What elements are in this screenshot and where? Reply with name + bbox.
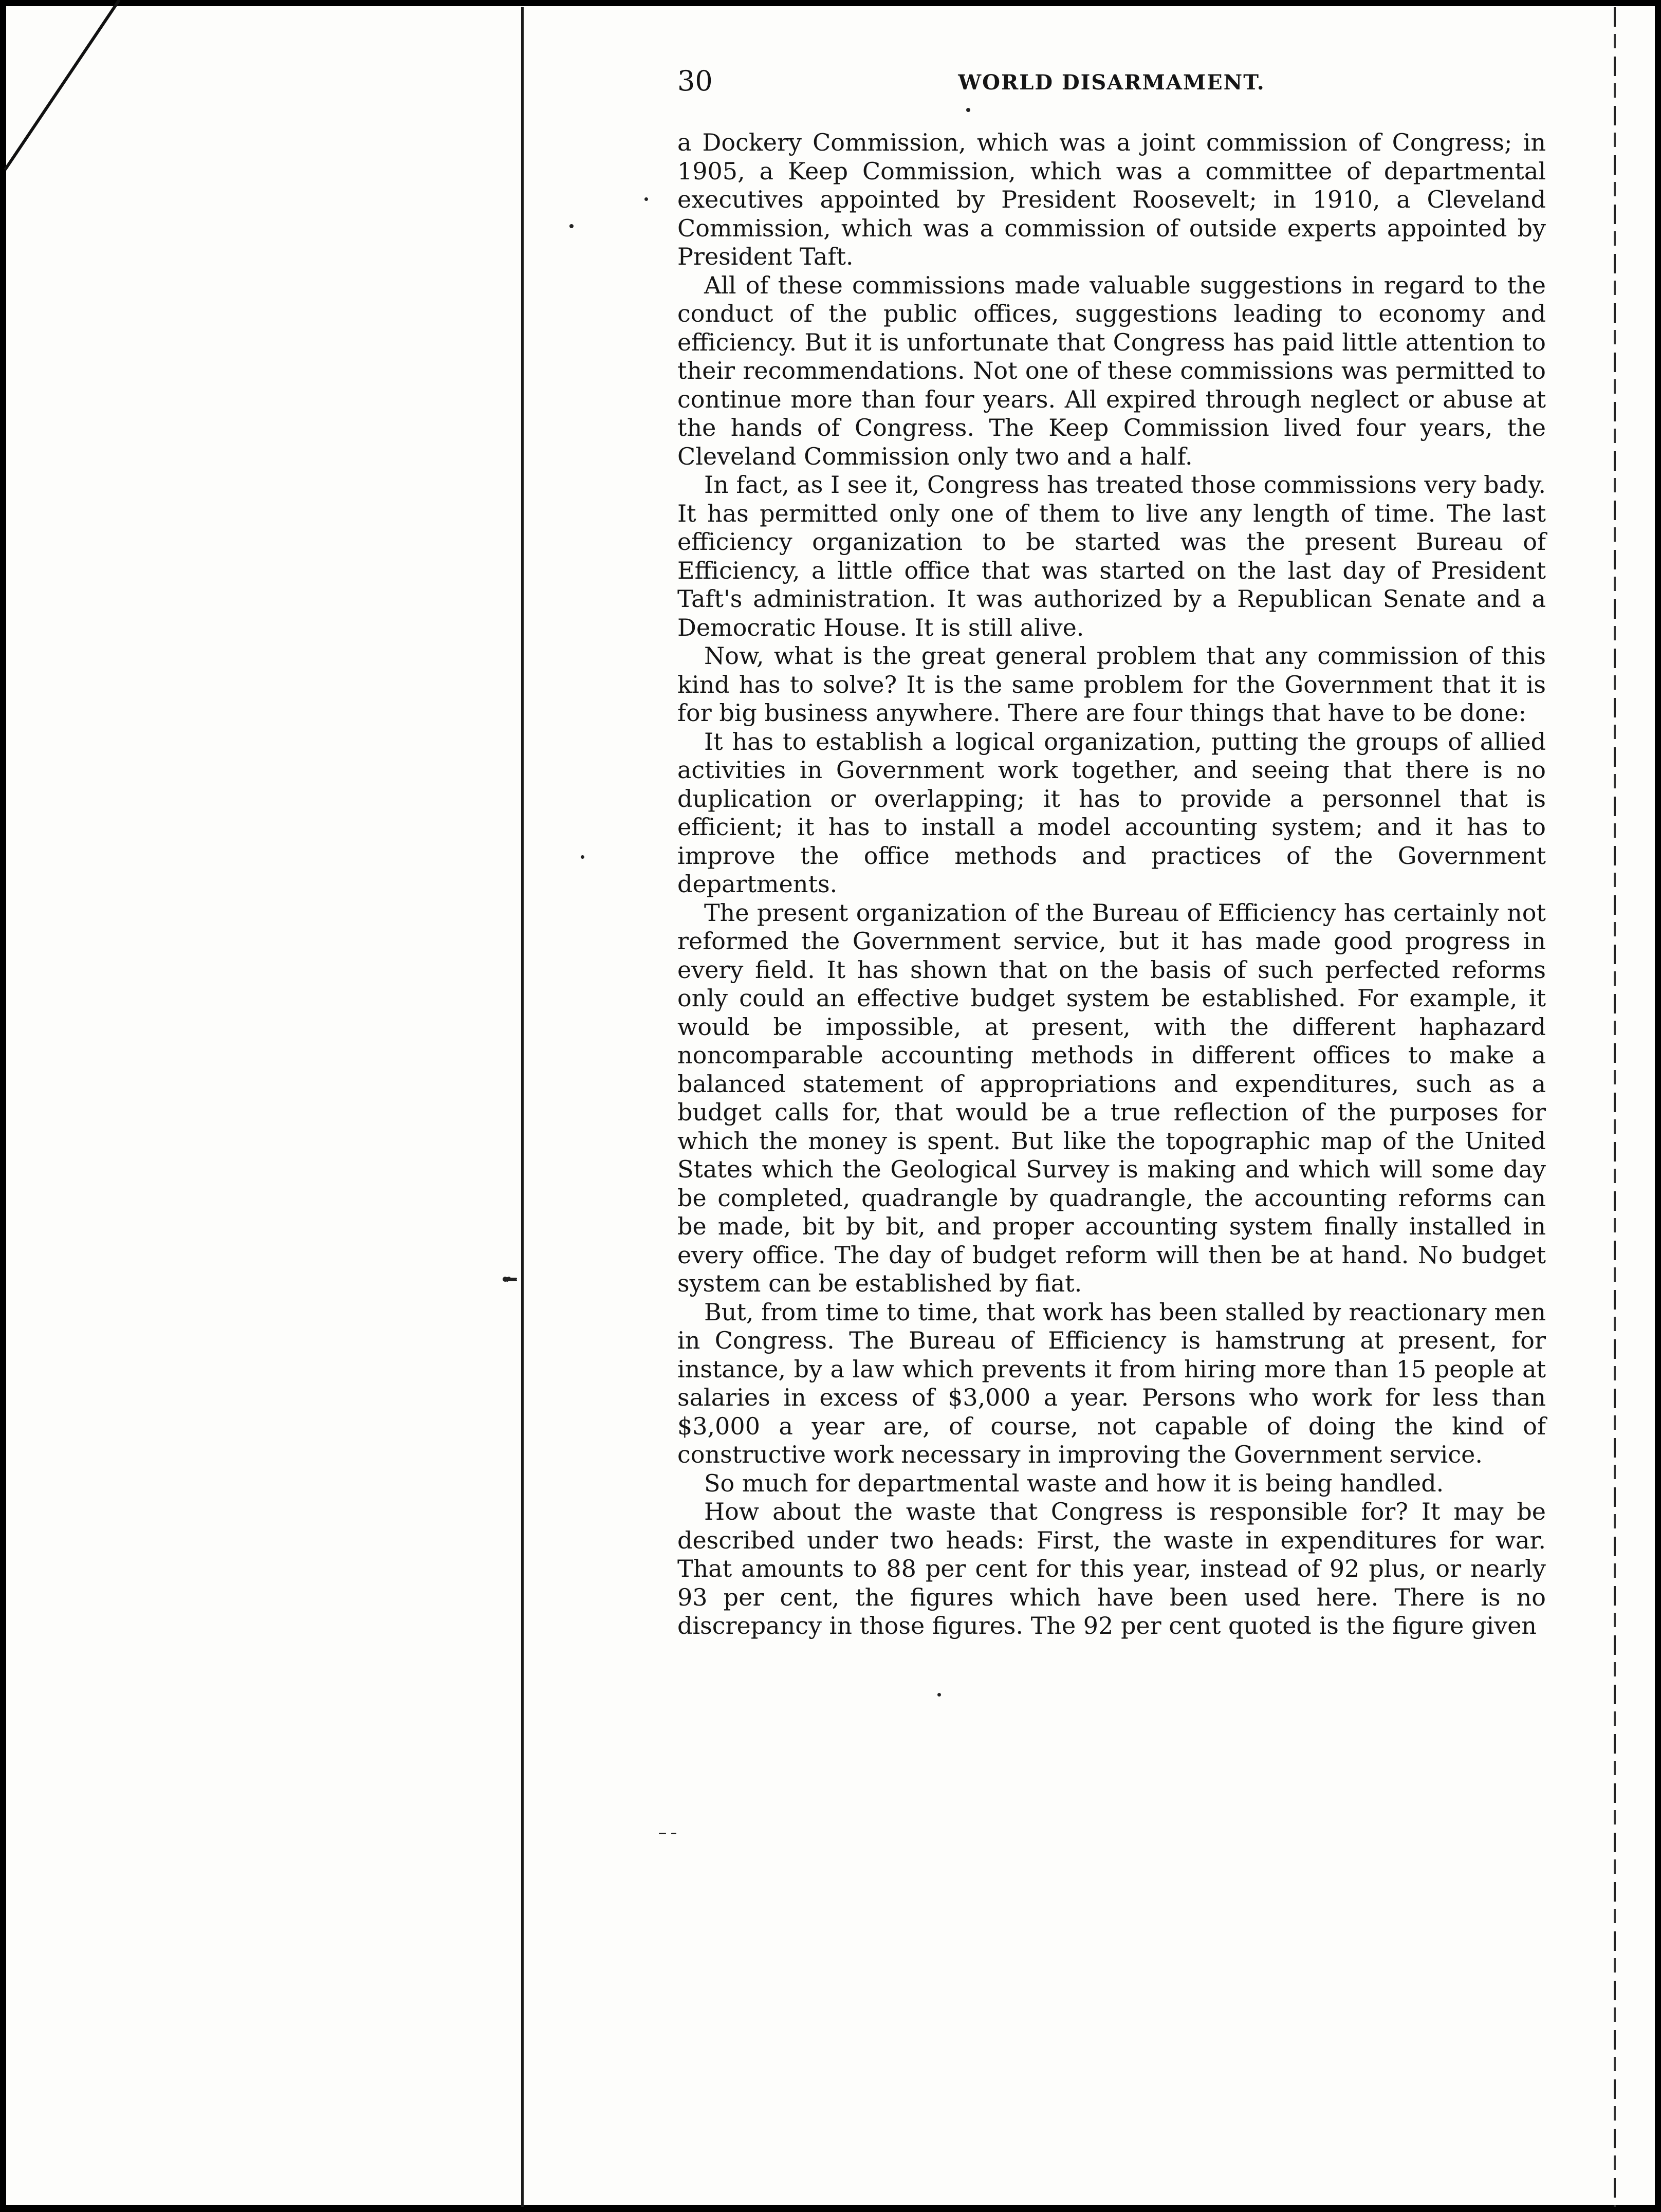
paragraph: In fact, as I see it, Congress has treated those commissions very bady. It has permitted only one of them to live any length of time. The last efficiency organization to be started was the present Bureau of Efficiency, a little office that was started on the last day of President Taft's administration. It was authorized by a Republican Senate and a Democratic House. It is still alive. [677,471,1546,641]
scan-speck [569,224,574,228]
scan-speck [671,1833,676,1834]
scan-speck [506,1278,509,1281]
paragraph: The present organization of the Bureau of Efficiency has certainly not reformed the Government service, but it has made good progress in every field. It has shown that on the basis of such perfected reforms only could an effective budget system be established. For example, it would be impossible, at present, with the different haphazard noncomparable accounting methods in different offices to make a balanced statement of appropriations and expenditures, such as a budget calls for, that would be a true reflection of the purposes for which the money is spent. But like the topographic map of the United States which the Geological Survey is making and which will some day be completed, quadrangle by quadrangle, the accounting reforms can be made, bit by bit, and proper accounting system finally installed in every office. The day of budget reform will then be at hand. No budget system can be established by fiat. [677,898,1546,1297]
page-content [677,65,1546,1640]
paragraph: a Dockery Commission, which was a joint commission of Congress; in 1905, a Keep Commission, which was a committee of departmental executives appointed by President Roosevelt; in 1910, a Cleveland Commission, which was a commission of outside experts appointed by President Taft. [677,128,1546,270]
running-head [677,65,1546,101]
paragraph: All of these commissions made valuable suggestions in regard to the conduct of the public offices, suggestions leading to economy and efficiency. But it is unfortunate that Congress has paid little attention to their recommendations. Not one of these commissions was permitted to continue more than four years. All expired through neglect or abuse at the hands of Congress. The Keep Commission lived four years, the Cleveland Commission only two and a half. [677,271,1546,470]
scan-speck [659,1833,666,1834]
binding-line-left [521,7,524,2207]
paragraph: How about the waste that Congress is responsible for? It may be described under two heads: First, the waste in expenditures for war. That amounts to 88 per cent for this year, instead of 92 plus, or nearly 93 per cent, the figures which have been used here. There is no discrepancy in those figures. The 92 per cent quoted is the figure given [677,1498,1546,1639]
scan-border-bottom [0,2205,1661,2212]
body-text [677,128,1546,1640]
page-number: 30 [677,65,713,97]
scan-border-left [0,0,6,2212]
binding-line-right [1614,7,1616,2207]
paragraph: But, from time to time, that work has been stalled by reactionary men in Congress. The Bureau of Efficiency is hamstrung at present, for instance, by a law which prevents it from hiring more than 15 people at salaries in excess of $3,000 a year. Persons who work for less than $3,000 a year are, of course, not capable of doing the kind of constructive work necessary in improving the Government service. [677,1298,1546,1468]
scan-speck [644,197,648,201]
scan-speck [937,1693,941,1697]
scan-speck [581,855,584,859]
scan-border-right [1655,0,1661,2212]
scan-border-top [0,0,1661,6]
running-title: WORLD DISARMAMENT. [958,70,1265,95]
corner-mark [0,0,134,185]
paragraph: Now, what is the great general problem that any commission of this kind has to solve? It is the same problem for the Government that it is for big business anywhere. There are four things that have to be done: [677,642,1546,727]
paragraph: It has to establish a logical organization, putting the groups of allied activities in Government work together, and seeing that there is no duplication or overlapping; it has to provide a personnel that is efficient; it has to install a model accounting system; and it has to improve the office methods and practices of the Government departments. [677,727,1546,898]
paragraph: So much for departmental waste and how it is being handled. [704,1469,1444,1497]
